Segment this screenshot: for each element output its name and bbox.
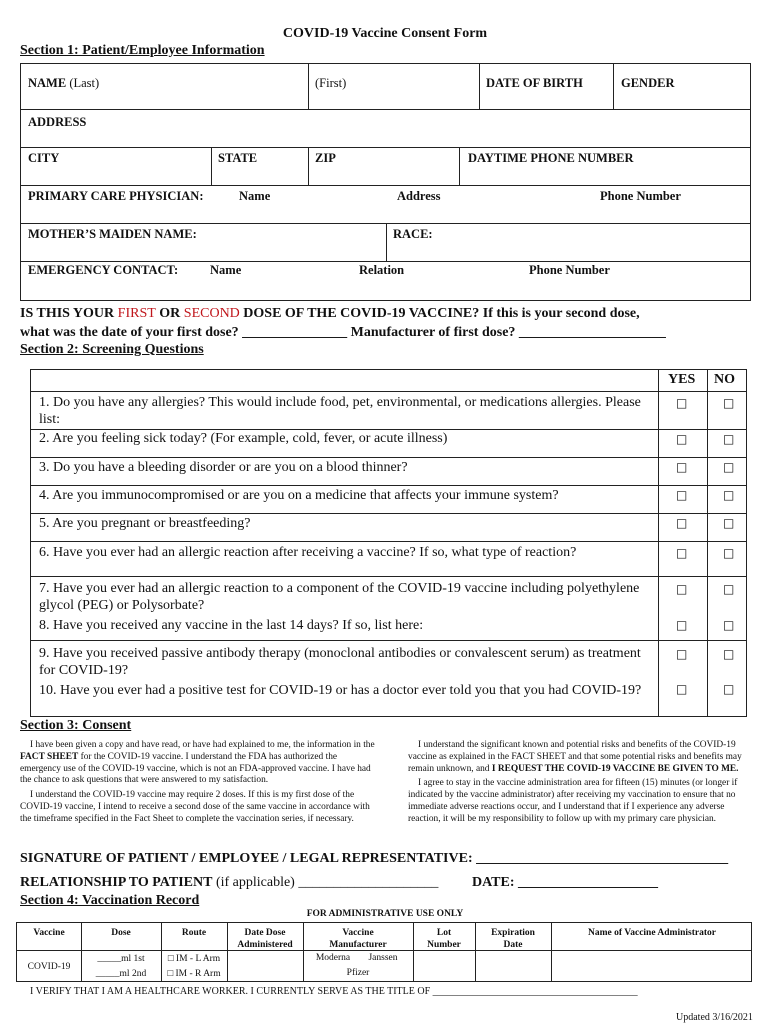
col-date-administered: Date Dose Administered [237,928,293,950]
question-6: 6. Have you ever had an allergic reaction after receiving a vaccine? If so, what type of reaction? [39,545,577,560]
q3-yes-checkbox[interactable]: □ [676,460,688,474]
emergency-contact-label: EMERGENCY CONTACT: [28,263,179,277]
vaccination-record-table [16,922,752,982]
emergency-row [21,262,750,302]
question-5: 5. Are you pregnant or breastfeeding? [39,516,251,531]
healthcare-worker-verification[interactable]: I VERIFY THAT I AM A HEALTHCARE WORKER. I CURRENTLY SERVE AS THE TITLE OF _________________________________________ [30,986,638,997]
consent-paragraph-3: I understand the significant known and potential risks and benefits of the COVID-19 vaccine as explained in the FACT SHEET and that some potential risks and benefits may remain unknown, and I REQUEST THE COVID-19 VACCINE BE GIVEN TO ME. [408,740,742,774]
relationship-line[interactable]: RELATIONSHIP TO PATIENT (if applicable) ____________________ [20,875,439,890]
address-row [21,110,750,148]
col-administrator: Name of Vaccine Administrator [588,928,716,938]
section4-heading: Section 4: Vaccination Record [20,893,200,908]
consent-paragraph-2: I understand the COVID-19 vaccine may require 2 doses. If this is my first dose of the COVID-19 vaccine, I intend to receive a second dose of the same vaccine in accordance with the timeframe specified in the Fact Sheet to complete the vaccination series, if necessary. [20,790,370,824]
first-name-label: (First) [315,76,347,90]
city-row [21,148,750,186]
screening-table [30,369,747,717]
patient-info-grid [20,63,751,301]
consent-paragraph-4: I agree to stay in the vaccine administration area for fifteen (15) minutes (or longer if indicated by the vaccine administrator) after receiving my vaccination to ensure that no immediate adverse reactions occur, and I understand that if I experience any adverse reaction, it will be my responsibility to follow up with my primary care physician. [408,778,738,824]
gender-label: GENDER [621,76,675,90]
col-manufacturer: Vaccine Manufacturer [329,928,387,950]
q4-no-checkbox[interactable]: □ [723,488,735,502]
q6-no-checkbox[interactable]: □ [723,546,735,560]
state-label: STATE [218,151,258,165]
question-9: 9. Have you received passive antibody therapy (monoclonal antibodies or convalescent serum) as treatment for COVID-19? [39,646,641,678]
pcp-row [21,186,750,224]
q8-no-checkbox[interactable]: □ [723,618,735,632]
dob-label: DATE OF BIRTH [486,76,583,90]
col-lot: Lot Number [427,928,461,950]
form-title: COVID-19 Vaccine Consent Form [282,26,488,41]
address-label: ADDRESS [28,115,87,129]
q4-yes-checkbox[interactable]: □ [676,488,688,502]
question-8: 8. Have you received any vaccine in the last 14 days? If so, list here: [39,618,424,633]
name-label: NAME [28,76,67,90]
q10-yes-checkbox[interactable]: □ [676,682,688,696]
first-word: FIRST [117,306,156,321]
question-1: 1. Do you have any allergies? This would include food, pet, environmental, or medications allergies. Please list: [39,395,641,427]
question-3: 3. Do you have a bleeding disorder or are you on a blood thinner? [39,460,408,475]
q5-no-checkbox[interactable]: □ [723,516,735,530]
second-word: SECOND [183,306,240,321]
q9-yes-checkbox[interactable]: □ [676,647,688,661]
q2-yes-checkbox[interactable]: □ [676,432,688,446]
ec-name-label: Name [210,263,242,277]
vaccine-name: COVID-19 [27,962,71,972]
q7-no-checkbox[interactable]: □ [723,582,735,596]
ec-phone-label: Phone Number [529,263,610,277]
col-expiration: Expiration Date [491,928,535,950]
q8-yes-checkbox[interactable]: □ [676,618,688,632]
q7-yes-checkbox[interactable]: □ [676,582,688,596]
pcp-label: PRIMARY CARE PHYSICIAN: [28,189,204,203]
col-route: Route [181,928,207,938]
dose-first[interactable]: _____ml 1st [97,954,145,964]
last-name-label: (Last) [69,76,100,90]
signature-line[interactable]: SIGNATURE OF PATIENT / EMPLOYEE / LEGAL REPRESENTATIVE: ____________________________________ [20,851,729,866]
col-vaccine: Vaccine [33,928,65,938]
ec-relation-label: Relation [359,263,405,277]
pcp-address-label: Address [397,189,441,203]
consent-left-column [20,740,380,826]
yes-header: YES [668,372,696,387]
updated-date: Updated 3/16/2021 [676,1012,753,1023]
q9-no-checkbox[interactable]: □ [723,647,735,661]
dose-second[interactable]: _____ml 2nd [95,969,147,979]
col-dose: Dose [111,928,131,938]
q6-yes-checkbox[interactable]: □ [676,546,688,560]
race-label: RACE: [393,227,433,241]
city-label: CITY [28,151,60,165]
dose-question-line2: what was the date of your first dose? _______________ Manufacturer of first dose? _____________________ [20,325,666,340]
dose-question: IS THIS YOUR FIRST OR SECOND DOSE OF THE COVID-19 VACCINE? If this is your second dose, [20,306,640,321]
phone-label: DAYTIME PHONE NUMBER [468,151,634,165]
q10-no-checkbox[interactable]: □ [723,682,735,696]
q2-no-checkbox[interactable]: □ [723,432,735,446]
q3-no-checkbox[interactable]: □ [723,460,735,474]
q1-no-checkbox[interactable]: □ [723,396,735,410]
mfr-pfizer: Pfizer [346,968,370,978]
section3-heading: Section 3: Consent [20,718,132,733]
date-line[interactable]: DATE: ____________________ [472,875,659,890]
consent-paragraph-1: I have been given a copy and have read, or have had explained to me, the information in the FACT SHEET for the COVID-19 vaccine. I understand the FDA has authorized the emergency use of the COVID-19 vaccine, which is not an FDA-approved vaccine. I have had the chance to ask questions that were answered to my satisfaction. [20,740,375,786]
question-7: 7. Have you ever had an allergic reaction to a component of the COVID-19 vaccine including polyethylene glycol (PEG) or Polysorbate? [39,581,640,613]
consent-right-column [408,740,752,826]
mfr-janssen: Janssen [368,953,398,963]
maiden-name-label: MOTHER’S MAIDEN NAME: [28,227,197,241]
route-right-arm[interactable]: □ IM - R Arm [167,969,221,979]
name-row [21,64,750,110]
section1-heading: Section 1: Patient/Employee Information [20,43,265,58]
question-2: 2. Are you feeling sick today? (For example, cold, fever, or acute illness) [39,431,448,446]
q1-yes-checkbox[interactable]: □ [676,396,688,410]
admin-use-label: FOR ADMINISTRATIVE USE ONLY [306,909,464,919]
maiden-row [21,224,750,262]
no-header: NO [714,372,735,387]
question-4: 4. Are you immunocompromised or are you on a medicine that affects your immune system? [39,488,559,503]
q5-yes-checkbox[interactable]: □ [676,516,688,530]
pcp-phone-label: Phone Number [600,189,681,203]
mfr-moderna: Moderna [315,953,351,963]
pcp-name-label: Name [239,189,271,203]
question-10: 10. Have you ever had a positive test for COVID-19 or has a doctor ever told you that you had COVID-19? [39,683,642,698]
zip-label: ZIP [315,151,336,165]
route-left-arm[interactable]: □ IM - L Arm [167,954,221,964]
section2-heading: Section 2: Screening Questions [20,342,204,357]
